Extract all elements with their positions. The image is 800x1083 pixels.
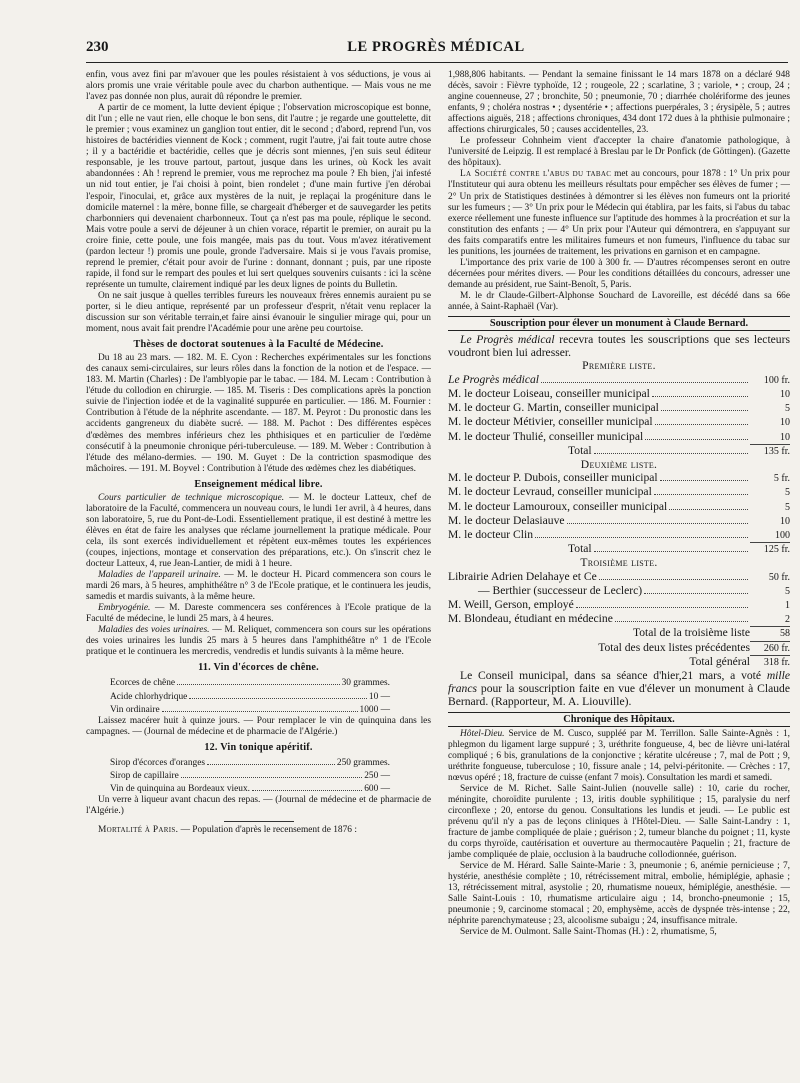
subscription-row: M. Blondeau, étudiant en médecine 2	[448, 612, 790, 626]
subscription-row: M. le docteur Clin 100	[448, 527, 790, 541]
society-name: La Société contre l'abus du tabac	[460, 169, 612, 180]
course-paragraph: Embryogénie. — M. Dareste commencera ses conférences à l'Ecole pratique de la Faculté de médecine, le lundi 25 mars, à 4 heures.	[86, 603, 431, 625]
news-paragraph: Le professeur Cohnheim vient d'accepter la chaire d'anatomie pathologique, à l'université de Leipzig. Il est remplacé à Breslau par le Dr Ponfick (de Göttingen). (Gazette des hôpitaux).	[448, 136, 790, 169]
recipe-heading: 11. Vin d'écorces de chêne.	[198, 662, 319, 674]
recipe-row: Vin ordinaire 1000 —	[110, 704, 390, 715]
course-title: Cours particulier de technique microscopique.	[98, 492, 285, 503]
subscription-total: Total de la troisième liste 58	[632, 626, 790, 640]
course-paragraph: Maladies de l'appareil urinaire. — M. le docteur H. Picard commencera son cours le mardi 26 mars, à 5 heures, amphithéâtre n° 3 de l'Ecole pratique, et le continuera les jeudis, samedis et mardis suivants, à la même heure.	[86, 570, 431, 603]
subscription-total: Total 135 fr.	[568, 443, 790, 457]
theses-paragraph: Du 18 au 23 mars. — 182. M. E. Cyon : Recherches expérimentales sur les fonctions des canaux semi-circulaires, sur leurs rôles dans la fonction de la notion et de l'espace. — 183. M. Martin (Charles) : De l'amblyopie par le tabac. — 184. M. Lecam : Contribution à l'étude du collodion en chirurgie. — 185. M. Tiseris : Des complications après la ponction suivie de l'injection iodée et de la vaginalité suppurée en particulier. — 186. M. Fournier : Contribution à l'étude de la néphrite ascendante. — 187. M. Peyrot : Du pronostic dans les accidents gangreneux du diabète sucré. — 188. M. Pachot : Des différentes espèces d'œdèmes des membres inférieurs chez les phthisiques et en particulier de l'œdème consécutif à la pneumonie chronique péri-tuberculeuse. — 189. M. Weber : Contribution à l'étude des mélano-dermies. — 190. M. Guyet : De la contriction spasmodique des mâchoires. — 191. M. Boyvel : Contribution à l'étude des œdèmes chez les diabétiques.	[86, 353, 431, 474]
subscription-row: Le Progrès médical 100 fr.	[448, 372, 790, 386]
news-paragraph: L'importance des prix varie de 100 à 300 fr. — D'autres récompenses seront en outre décernées pour mérites divers. — Pour les conditions détaillées du concours, adresser une demande au président, rue Saint-Benoît, 5, Paris.	[448, 257, 790, 290]
obituary-paragraph: M. le dr Claude-Gilbert-Alphonse Souchard de Lavoreille, est décédé dans sa 66e année, à Saint-Raphaël (Var).	[448, 290, 790, 312]
article-paragraph: enfin, vous avez fini par m'avouer que les poules résistaient à vos séductions, je vous ai alors promis une vraie véritable poule avec du charbon authentique. — Mais vous ne me l'avez pas donnée non plus, aurait dû répondre le premier.	[86, 70, 431, 103]
subscription-total: Total des deux listes précédentes 260 fr.	[598, 640, 790, 654]
subscription-row: M. le docteur P. Dubois, conseiller municipal 5 fr.	[448, 471, 790, 485]
recipe-list	[110, 756, 390, 795]
subscription-row: M. le docteur Métivier, conseiller municipal 10	[448, 415, 790, 429]
subscription-row: M. le docteur Thulié, conseiller municipal 10	[448, 429, 790, 443]
mortality-continued: 1,988,806 habitants. — Pendant la semaine finissant le 14 mars 1878 on a déclaré 948 décès, savoir : Fièvre typhoïde, 12 ; rougeole, 22 ; scarlatine, 3 ; variole, • ; croup, 24 ; angine couenneuse, 27 ; bronchite, 50 ; pneumonie, 70 ; diarrhée cholériforme des jeunes enfants, 9 ; choléra nostras • ; dysentérie • ; affections puerpérales, 3 ; érysipèle, 5 ; autres affections aiguës, 218 ; affections chroniques, 434 dont 172 dues à la phthisie pulmonaire ; affections chirurgicales, 50 ; causes accidentelles, 23.	[448, 70, 790, 136]
course-paragraph: Maladies des voies urinaires. — M. Reliquet, commencera son cours sur les opérations des voies urinaires les lundis 25 mars à 5 heures dans l'amphithéâtre n° 1 de l'Ecole pratique et le continuera les mercredis, vendredis et lundis suivants à la même heure.	[86, 625, 431, 658]
subscription-grand-total: Total général 318 fr.	[689, 654, 790, 668]
subscription-total: Total 125 fr.	[568, 542, 790, 556]
hospital-paragraph: Service de M. Oulmont. Salle Saint-Thomas (H.) : 2, rhumatisme, 5,	[460, 927, 717, 938]
left-column	[86, 70, 431, 836]
recipe-row: Sirop d'écorces d'oranges 250 grammes.	[110, 757, 390, 768]
recipe-heading: 12. Vin tonique apéritif.	[204, 741, 313, 753]
course-title: Embryogénie.	[98, 603, 151, 614]
subscription-row: M. le docteur Levraud, conseiller municipal 5	[448, 485, 790, 499]
recipe-row: Sirop de capillaire 250 —	[110, 770, 390, 781]
page-number: 230	[86, 39, 109, 55]
course-paragraph: Cours particulier de technique microscopique. — M. le docteur Latteux, chef de laboratoire de la Faculté, commencera un nouveau cours, le lundi 1er avril, à 4 heures, dans son laboratoire, 5, rue du Pont-de-Lodi. Essentiellement pratique, il est destiné à mettre les élèves en état de faire les analyses que réclame journellement la pratique médicale. Pour cela, ils sont exercés individuellement et répètent eux-mêmes toutes les expériences (coupes, injections, montage et conservation des préparations, etc.). On s'inscrit chez le docteur Latteux, 4, rue Jean-Lantier, de midi à 1 heure.	[86, 492, 431, 570]
news-paragraph: La Société contre l'abus du tabac met au concours, pour 1878 : 1° Un prix pour l'Instituteur qui aura obtenu les meilleurs résultats pour empêcher ses élèves de fumer ; — 2° Un prix de Statistiques destinées à démontrer si les élèves non fumeurs ont la priorité sur les fumeurs ; — 3° Un prix pour le Médecin qui établira, par les faits, si l'abus du tabac exerce réellement une funeste influence sur l'aptitude des hommes à la procréation et sur la constitution des enfants ; — 4° Un prix pour l'Auteur qui démontrera, en s'appuyant sur des faits comparatifs entre les militaires fumeurs et non fumeurs, l'influence du tabac sur les punitions, les journées de traitement, les privations en garnison et en campagne.	[448, 169, 790, 257]
mortality-title: Mortalité à Paris.	[98, 825, 179, 835]
recipe-note: Un verre à liqueur avant chacun des repas. — (Journal de médecine et de pharmacie de l'Algérie.)	[86, 794, 431, 816]
subscription-row: M. Weill, Gerson, employé 1	[448, 597, 790, 611]
list-heading: Première liste.	[582, 359, 656, 373]
course-title: Maladies de l'appareil urinaire.	[98, 570, 221, 581]
subscription-row: M. le docteur Loiseau, conseiller municipal 10	[448, 386, 790, 400]
subscription-row: — Berthier (successeur de Leclerc) 5	[478, 583, 790, 597]
subscription-row: M. le docteur Delasiauve 10	[448, 513, 790, 527]
mortality-paragraph: Mortalité à Paris. — Population d'après le recensement de 1876 :	[98, 825, 357, 835]
list-heading: Troisième liste.	[580, 556, 658, 570]
course-title: Maladies des voies urinaires.	[98, 625, 210, 636]
article-paragraph: A partir de ce moment, la lutte devient épique ; l'observation microscopique est bonne, dit l'un ; elle ne vaut rien, elle choque le bon sens, dit l'autre ; je regarde une gouttelette, dit le premier ; vous examinez un ganglion tout entier, dit le second ; d'abord, reprend l'un, vos histoires de bactéridies viennent de Kock ; comment, rugit l'autre, j'ai fait toute autre chose ; il y a bactéridie et bactéridie, celles que je décris sont miennes, j'en suis seul éditeur responsable, je les trouve partout, partout, jusque dans les urines, où Kock les avait abandonnées : Ah ! reprend le premier, vous me reprochez ma poule ? Eh bien, j'ai infesté un nid tout entier, je l'ai choisi à point, bien rondelet ; d'une main furtive j'en dérobai l'espoir, l'inoculai, et, grâce aux mystères de la nuit, je replaçai la progéniture dans le domicile maternel : la mère, bonne fille, se chargeait d'héberger et de sauvegarder les petits charbonniers qui devenaient charbonneux. Tout ça n'est pas ma poule, réplique le second. Mais votre poule a servi de déjeuner à un chien vorace, répartit le premier, on aurait pu la croire finie, cette poule, une fois mangée, mais pas du tout. Vous m'avez itérativement (pardon lecteur !) promis une poule, gronde l'adversaire. Mais si je vous l'avais promise, reprend le premier, c'était pour avoir de l'urine : donnant, donnant ; puis, par une riposte rapide, il fond sur le rempart des poules et lui sert quelques souvenirs cuisants : ici la scène représente un tumulte, clairement indiqué par les deux lignes de points du Bulletin.	[86, 103, 431, 290]
recipe-list	[110, 676, 390, 715]
page-header	[86, 40, 786, 62]
list-heading: Deuxième liste.	[580, 457, 658, 471]
section-heading-hopitaux: Chronique des Hôpitaux.	[448, 712, 790, 727]
hospital-paragraph: Hôtel-Dieu. Service de M. Cusco, suppléé par M. Terrillon. Salle Sainte-Agnès : 1, phlegmon du ligament large suppuré ; 3, uréthrite fongueuse, 4, bec de lièvre uni-latéral compliqué ; 6 bis, granulations de la conjonctive ; kératite ulcéreuse ; 7, mal de Pott ; 9, uréthrite fongueuse, tuberculose ; 10, fissure anale ; 14, pelvi-péritonite. — Crèches : 17, nœvus opéré ; 18, fracture de cuisse (enfant 7 mois). Consultation les mardi et samedi.	[448, 728, 790, 783]
recipe-note: Laissez macérer huit à quinze jours. — Pour remplacer le vin de quinquina dans les campagnes. — (Journal de médecine et de pharmacie de l'Algérie.)	[86, 715, 431, 737]
recipe-row: Vin de quinquina au Bordeaux vieux. 600 —	[110, 783, 390, 794]
subscription-block	[448, 333, 790, 708]
journal-title: LE PROGRÈS MÉDICAL	[347, 39, 525, 55]
recipe-row: Acide chlorhydrique 10 —	[110, 691, 390, 702]
subscription-intro: Le Progrès médical recevra toutes les souscriptions que ses lecteurs voudront bien lui adresser.	[448, 333, 790, 360]
council-paragraph: Le Conseil municipal, dans sa séance d'hier,21 mars, a voté mille francs pour la souscription faite en vue d'élever un monument à Claude Bernard. (Rapporteur, M. A. Liouville).	[448, 668, 790, 709]
header-rule	[86, 62, 788, 63]
article-paragraph: On ne sait jusque à quelles terribles fureurs les nouveaux frères ennemis auraient pu se porter, si le dieu antique, représenté par un professeur d'esprit, n'était venu replacer la discussion sur son véritable terrain,et faire ainsi évanouir le singulier mirage qui, pour un moment, nous avait fait prendre l'Académie pour une arène peu courtoise.	[86, 290, 431, 335]
hospital-paragraph: Service de M. Richet. Salle Saint-Julien (nouvelle salle) : 10, carie du rocher, méningite, choroïdite purulente ; 13, iritis double syphilitique ; 15, paralysie du nerf circonflexe ; 20, entorse du genou. Consultations les lundis et jeudi. — Le public est prévenu qu'il n'y a pas de leçons cliniques à l'Hôtel-Dieu. — Salle Saint-Landry : 1, fracture de jambe compliquée de plaie ; guérison ; 2, tumeur blanche du poignet ; 11, kyste du corps thyroïde, cautérisation et ouverture au thermocautère Paquelin ; 21, fracture de jambe compliquée de plaie, occlusion à la baudruche collodionnée, guérison.	[448, 783, 790, 861]
hospital-paragraph: Service de M. Hérard. Salle Sainte-Marie : 3, pneumonie ; 6, anémie pernicieuse ; 7, hystérie, anesthésie complète ; 10, rétrécissement mitral, embolie, hémiplégie, aphasie ; 13, rétrécissement mitral, asystolie ; 20, rhumatisme noueux, hémiplégie, anesthésie. — Salle Saint-Louis : 10, rhumatisme articulaire aigu ; 14, broncho-pneumonie ; 15, pneumonie ; 9, carcinome stomacal ; 20, emphysème, accès de dyspnée très-intense ; 22, néphrite parenchymateuse ; 23, alcoolisme subaigu ; 24, insuffisance mitrale.	[448, 861, 790, 927]
section-heading-theses: Thèses de doctorat soutenues à la Faculté de Médecine.	[133, 339, 384, 351]
section-heading-souscription: Souscription pour élever un monument à Claude Bernard.	[448, 316, 790, 331]
subscription-row: M. le docteur Lamouroux, conseiller municipal 5	[448, 499, 790, 513]
subscription-row: Librairie Adrien Delahaye et Ce 50 fr.	[448, 569, 790, 583]
recipe-row: Ecorces de chêne 30 grammes.	[110, 678, 390, 689]
divider	[224, 821, 294, 822]
subscription-row: M. le docteur G. Martin, conseiller municipal 5	[448, 401, 790, 415]
right-column	[448, 70, 790, 939]
section-heading-enseignement: Enseignement médical libre.	[194, 478, 323, 490]
